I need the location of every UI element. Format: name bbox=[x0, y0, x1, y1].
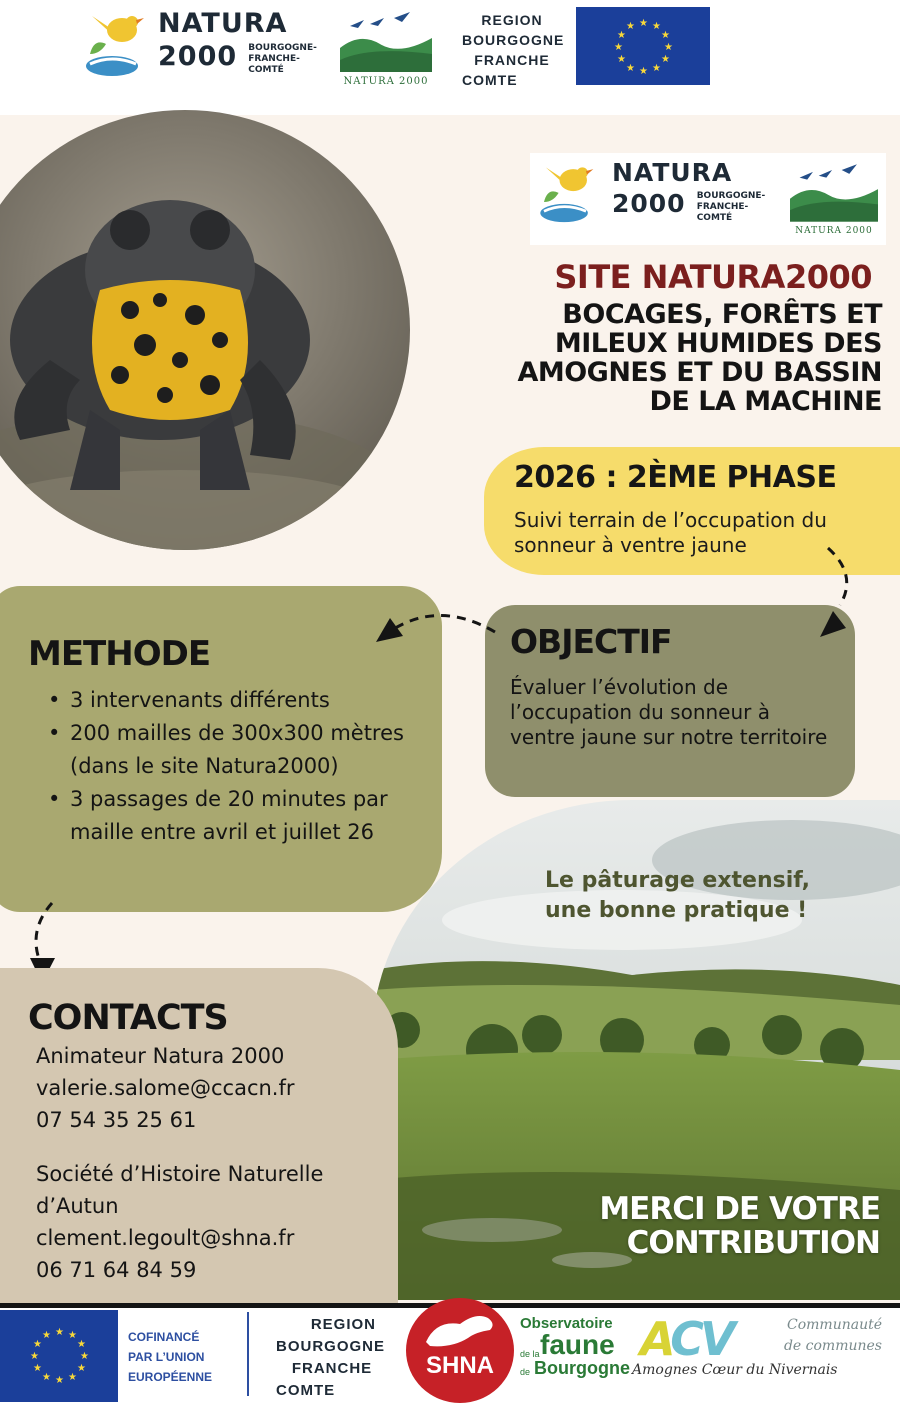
contact-phone[interactable]: 06 71 64 84 59 bbox=[36, 1258, 197, 1282]
arrow-objectif-to-methode bbox=[392, 615, 495, 632]
objectif-title: OBJECTIF bbox=[510, 622, 672, 661]
contact-email[interactable]: valerie.salome@ccacn.fr bbox=[36, 1076, 295, 1100]
svg-text:★: ★ bbox=[617, 30, 626, 41]
svg-text:★: ★ bbox=[652, 21, 661, 32]
natura2000-official-logo-secondary: NATURA 2000 bbox=[790, 162, 878, 238]
arrow-head-icon bbox=[820, 611, 846, 637]
arrow-phase-to-objectif bbox=[828, 548, 847, 605]
cofinance-text: COFINANCÉ PAR L’UNION EUROPÉENNE bbox=[128, 1330, 213, 1384]
divider bbox=[247, 1312, 249, 1396]
list-item: • 3 intervenants différents bbox=[48, 684, 428, 717]
arrow-head-icon bbox=[376, 618, 403, 642]
svg-text:★: ★ bbox=[626, 63, 635, 74]
region-bfc-logo: REGION BOURGOGNE FRANCHE COMTE bbox=[462, 12, 565, 88]
eu-stars-icon bbox=[0, 1310, 118, 1402]
contact-email[interactable]: clement.legoult@shna.fr bbox=[36, 1226, 295, 1250]
eu-flag bbox=[0, 1310, 118, 1402]
svg-text:★: ★ bbox=[55, 1327, 64, 1338]
natura-word: NATURA bbox=[612, 158, 733, 187]
site-subtitle: BOCAGES, FORÊTS ET MILEUX HUMIDES DES AMOGNES ET DU BASSIN DE LA MACHINE bbox=[517, 299, 882, 417]
otter-icon bbox=[406, 1298, 514, 1358]
contacts-title: CONTACTS bbox=[28, 998, 228, 1038]
svg-text:★: ★ bbox=[33, 1339, 42, 1350]
svg-text:★: ★ bbox=[42, 1330, 51, 1341]
contact-organization-cont: d’Autun bbox=[36, 1194, 119, 1218]
observatoire-faune-logo: Observatoire de la faune de Bourgogne bbox=[520, 1315, 630, 1378]
phase-description: Suivi terrain de l’occupation du sonneur à ventre jaune bbox=[514, 508, 827, 557]
svg-text:★: ★ bbox=[661, 54, 670, 65]
svg-text:★: ★ bbox=[661, 30, 670, 41]
contact-organization: Société d’Histoire Naturelle bbox=[36, 1162, 324, 1186]
svg-text:★: ★ bbox=[68, 1330, 77, 1341]
arrow-methode-to-contacts bbox=[36, 903, 52, 962]
contact-role: Animateur Natura 2000 bbox=[36, 1044, 285, 1068]
svg-text:★: ★ bbox=[639, 18, 648, 29]
svg-text:★: ★ bbox=[68, 1372, 77, 1383]
svg-text:★: ★ bbox=[617, 54, 626, 65]
svg-text:★: ★ bbox=[42, 1372, 51, 1383]
thank-you-text: MERCI DE VOTRE CONTRIBUTION bbox=[599, 1191, 880, 1261]
svg-text:★: ★ bbox=[614, 42, 623, 53]
acv-communaute-text: Communauté de communes bbox=[783, 1317, 882, 1354]
acv-logo-letters: ACV bbox=[640, 1312, 732, 1366]
natura-2000-number: 2000 bbox=[612, 189, 686, 218]
svg-text:★: ★ bbox=[639, 66, 648, 77]
phase-title: 2026 : 2ÈME PHASE bbox=[514, 460, 837, 495]
svg-text:★: ★ bbox=[30, 1351, 39, 1362]
contact-phone[interactable]: 07 54 35 25 61 bbox=[36, 1108, 197, 1132]
svg-text:★: ★ bbox=[33, 1363, 42, 1374]
objectif-description: Évaluer l’évolution de l’occupation du sonneur à ventre jaune sur notre territoire bbox=[510, 675, 828, 749]
svg-text:★: ★ bbox=[626, 21, 635, 32]
natura-word: NATURA bbox=[158, 8, 288, 39]
svg-text:★: ★ bbox=[55, 1375, 64, 1386]
region-bfc-logo-footer: REGION BOURGOGNE FRANCHE COMTE bbox=[276, 1316, 386, 1399]
methode-title: METHODE bbox=[28, 634, 211, 674]
list-item: • 200 mailles de 300x300 mètres (dans le site Natura2000) bbox=[48, 717, 428, 783]
svg-text:★: ★ bbox=[77, 1363, 86, 1374]
shna-logo bbox=[406, 1298, 514, 1403]
svg-text:★: ★ bbox=[652, 63, 661, 74]
list-item: • 3 passages de 20 minutes par maille entre avril et juillet 26 bbox=[48, 783, 428, 849]
shna-label: SHNA bbox=[425, 1352, 494, 1379]
acv-name: Amognes Cœur du Nivernais bbox=[632, 1362, 838, 1378]
natura-2000-number: 2000 bbox=[158, 41, 238, 72]
svg-text:★: ★ bbox=[77, 1339, 86, 1350]
natura2000-official-logo: NATURA 2000 bbox=[340, 10, 432, 86]
site-title: SITE NATURA2000 bbox=[554, 258, 872, 296]
svg-text:★: ★ bbox=[80, 1351, 89, 1362]
pasture-caption: Le pâturage extensif, une bonne pratique ! bbox=[545, 868, 810, 923]
natura-region-text: BOURGOGNE- FRANCHE- COMTÉ bbox=[248, 43, 317, 75]
svg-text:★: ★ bbox=[664, 42, 673, 53]
natura-region-text: BOURGOGNE- FRANCHE- COMTÉ bbox=[696, 191, 766, 223]
